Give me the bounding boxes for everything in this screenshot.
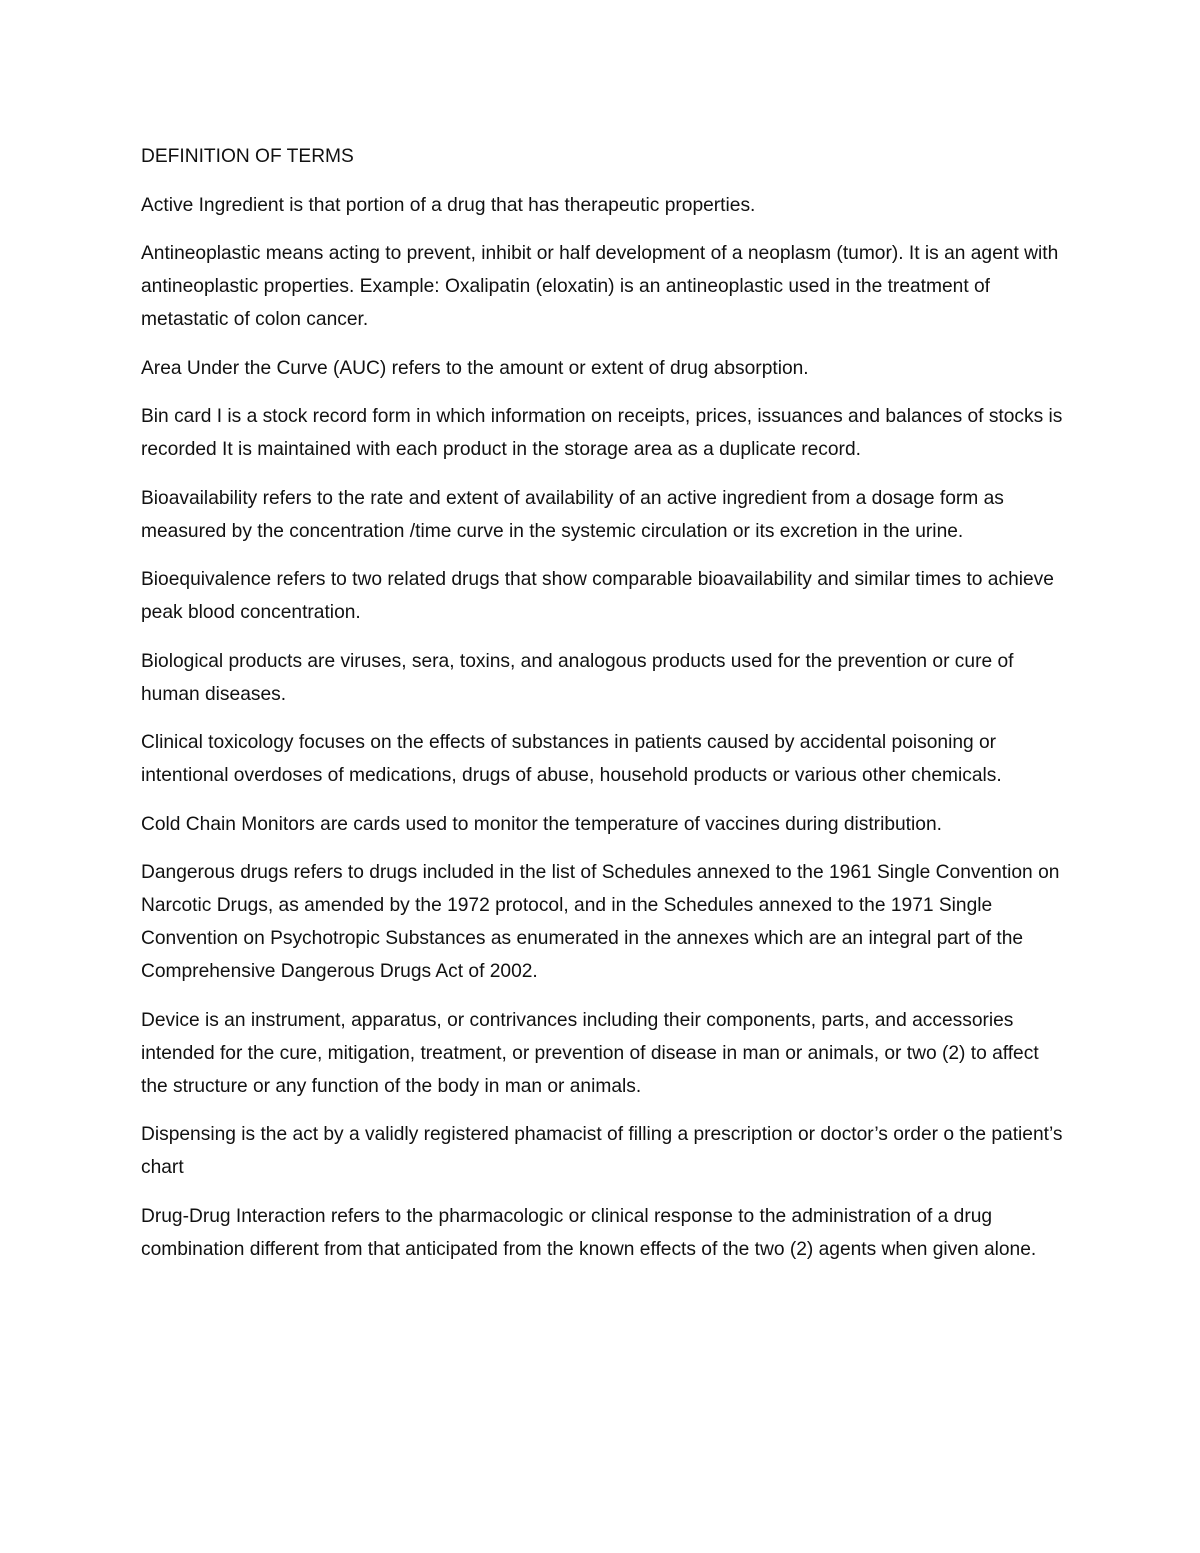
- definition-biological-products: Biological products are viruses, sera, toxins, and analogous products used for the prevention or cure of human diseases.: [141, 650, 1014, 705]
- definition-clinical-toxicology: Clinical toxicology focuses on the effects of substances in patients caused by accidental poisoning or intentional overdoses of medications, drugs of abuse, household products or various other chemicals.: [141, 732, 1002, 786]
- document-heading: DEFINITION OF TERMS: [141, 146, 354, 167]
- definition-antineoplastic: Antineoplastic means acting to prevent, inhibit or half development of a neoplasm (tumor). It is an agent with antineoplastic properties. Example: Oxalipatin (eloxatin) is an antineoplastic used in the treatment of metastatic of colon cancer.: [141, 243, 1059, 330]
- document-page: [141, 140, 1066, 1281]
- definition-bioavailability: Bioavailability refers to the rate and extent of availability of an active ingredient from a dosage form as measured by the concentration /time curve in the systemic circulation or its excretion in the urine.: [141, 487, 1004, 542]
- definition-area-under-the-curve: Area Under the Curve (AUC) refers to the amount or extent of drug absorption.: [141, 357, 809, 379]
- definition-cold-chain-monitors: Cold Chain Monitors are cards used to monitor the temperature of vaccines during distribution.: [141, 813, 942, 835]
- definition-bin-card: Bin card I is a stock record form in which information on receipts, prices, issuances and balances of stocks is recorded It is maintained with each product in the storage area as a duplicate record.: [141, 406, 1063, 460]
- definition-drug-drug-interaction: Drug-Drug Interaction refers to the pharmacologic or clinical response to the administration of a drug combination different from that anticipated from the known effects of the two (2) agents when given alone.: [141, 1205, 1037, 1260]
- definition-dispensing: Dispensing is the act by a validly registered phamacist of filling a prescription or doctor’s order o the patient’s chart: [141, 1124, 1063, 1178]
- definition-dangerous-drugs: Dangerous drugs refers to drugs included in the list of Schedules annexed to the 1961 Single Convention on Narcotic Drugs, as amended by the 1972 protocol, and in the Schedules annexed to the 1971 Single Convention on Psychotropic Substances as enumerated in the annexes which are an integral part of the Comprehensive Dangerous Drugs Act of 2002.: [141, 862, 1060, 982]
- definition-device: Device is an instrument, apparatus, or contrivances including their components, parts, and accessories intended for the cure, mitigation, treatment, or prevention of disease in man or animals, or two (2) to affect the structure or any function of the body in man or animals.: [141, 1009, 1039, 1097]
- definition-active-ingredient: Active Ingredient is that portion of a drug that has therapeutic properties.: [141, 194, 756, 216]
- definition-bioequivalence: Bioequivalence refers to two related drugs that show comparable bioavailability and similar times to achieve peak blood concentration.: [141, 569, 1054, 623]
